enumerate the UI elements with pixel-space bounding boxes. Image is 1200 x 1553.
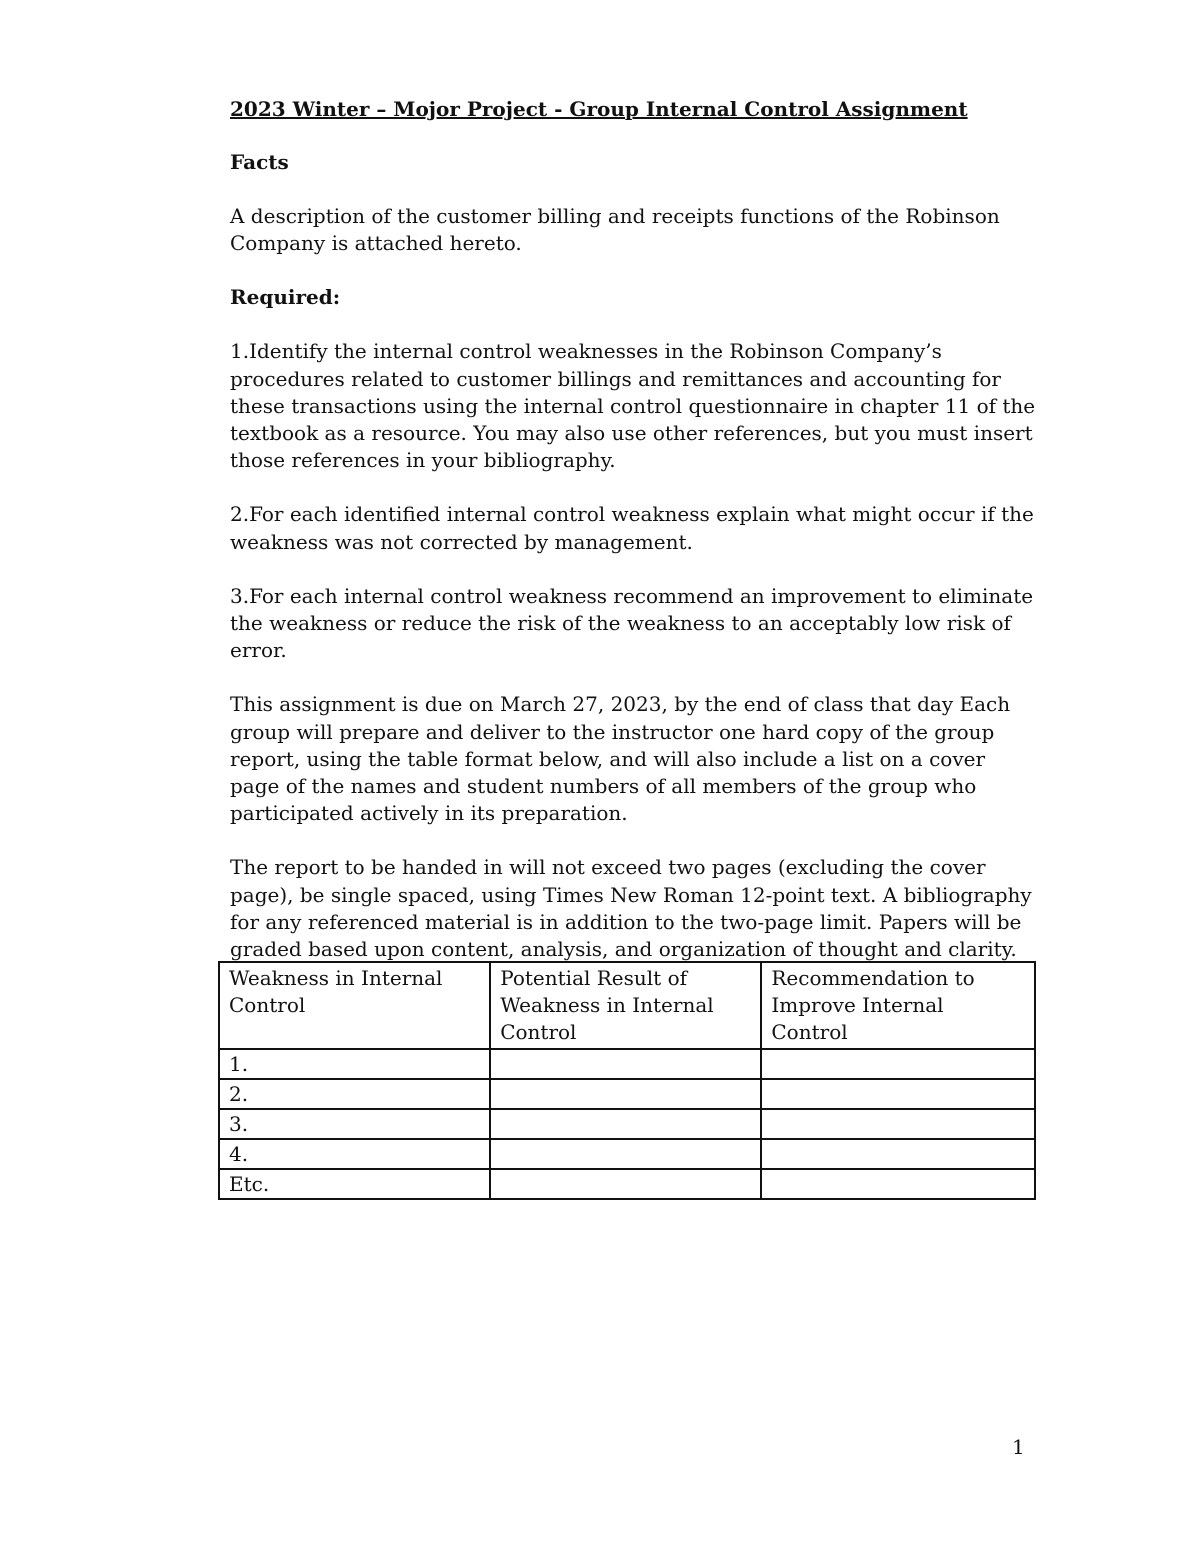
table-cell	[490, 1049, 761, 1079]
table-cell: 4.	[219, 1139, 490, 1169]
table-header-row	[219, 962, 1035, 1049]
due-date-paragraph: This assignment is due on March 27, 2023, by the end of class that day Each group will prepare and deliver to the instructor one hard copy of the group report, using the table format below, and will also include a list on a cover page of the names and student numbers of all members of the group who participated actively in its preparation.	[230, 692, 1011, 826]
header-potential-result: Potential Result of Weakness in Internal Control	[490, 962, 761, 1049]
document-title	[230, 96, 1038, 123]
table-cell: Etc.	[219, 1169, 490, 1199]
table-cell	[490, 1109, 761, 1139]
table-row	[219, 1079, 1035, 1109]
required-heading: Required:	[230, 285, 341, 310]
required-item-2: 2.For each identified internal control weakness explain what might occur if the weakness was not corrected by management.	[230, 502, 1034, 554]
report-format-paragraph: The report to be handed in will not exceed two pages (excluding the cover page), be single spaced, using Times New Roman 12-point text. A bibliography for any referenced material is in addition to the two-page limit. Papers will be graded based upon content, analysis, and organization of thought and clarity.	[230, 855, 1032, 962]
table-row	[219, 1109, 1035, 1139]
table-row	[219, 1139, 1035, 1169]
table-cell	[490, 1079, 761, 1109]
required-item-3: 3.For each internal control weakness recommend an improvement to eliminate the weakness or reduce the risk of the weakness to an acceptably low risk of error.	[230, 583, 1034, 663]
title-text: 2023 Winter – Mojor Project - Group Internal Control Assignment	[230, 97, 968, 121]
table-cell	[761, 1079, 1035, 1109]
required-item-1: 1.Identify the internal control weaknesses in the Robinson Company’s procedures related to customer billings and remittances and accounting for these transactions using the internal control questionnaire in chapter 11 of the textbook as a resource. You may also use other references, but you must insert those references in your bibliography.	[230, 339, 1036, 473]
table-cell	[490, 1169, 761, 1199]
document-body	[230, 96, 1038, 990]
table-row	[219, 1169, 1035, 1199]
table-row	[219, 1049, 1035, 1079]
table-cell: 1.	[219, 1049, 490, 1079]
page-number: 1	[1012, 1435, 1025, 1459]
table-cell	[761, 1169, 1035, 1199]
header-recommendation: Recommendation to Improve Internal Control	[761, 962, 1035, 1049]
table-cell: 3.	[219, 1109, 490, 1139]
table-cell: 2.	[219, 1079, 490, 1109]
facts-paragraph: A description of the customer billing and receipts functions of the Robinson Company is attached hereto.	[230, 204, 1000, 256]
facts-heading: Facts	[230, 150, 289, 174]
header-weakness: Weakness in Internal Control	[219, 962, 490, 1049]
table-cell	[490, 1139, 761, 1169]
table-cell	[761, 1049, 1035, 1079]
table-cell	[761, 1109, 1035, 1139]
internal-control-table	[218, 961, 1036, 1200]
table-cell	[761, 1139, 1035, 1169]
